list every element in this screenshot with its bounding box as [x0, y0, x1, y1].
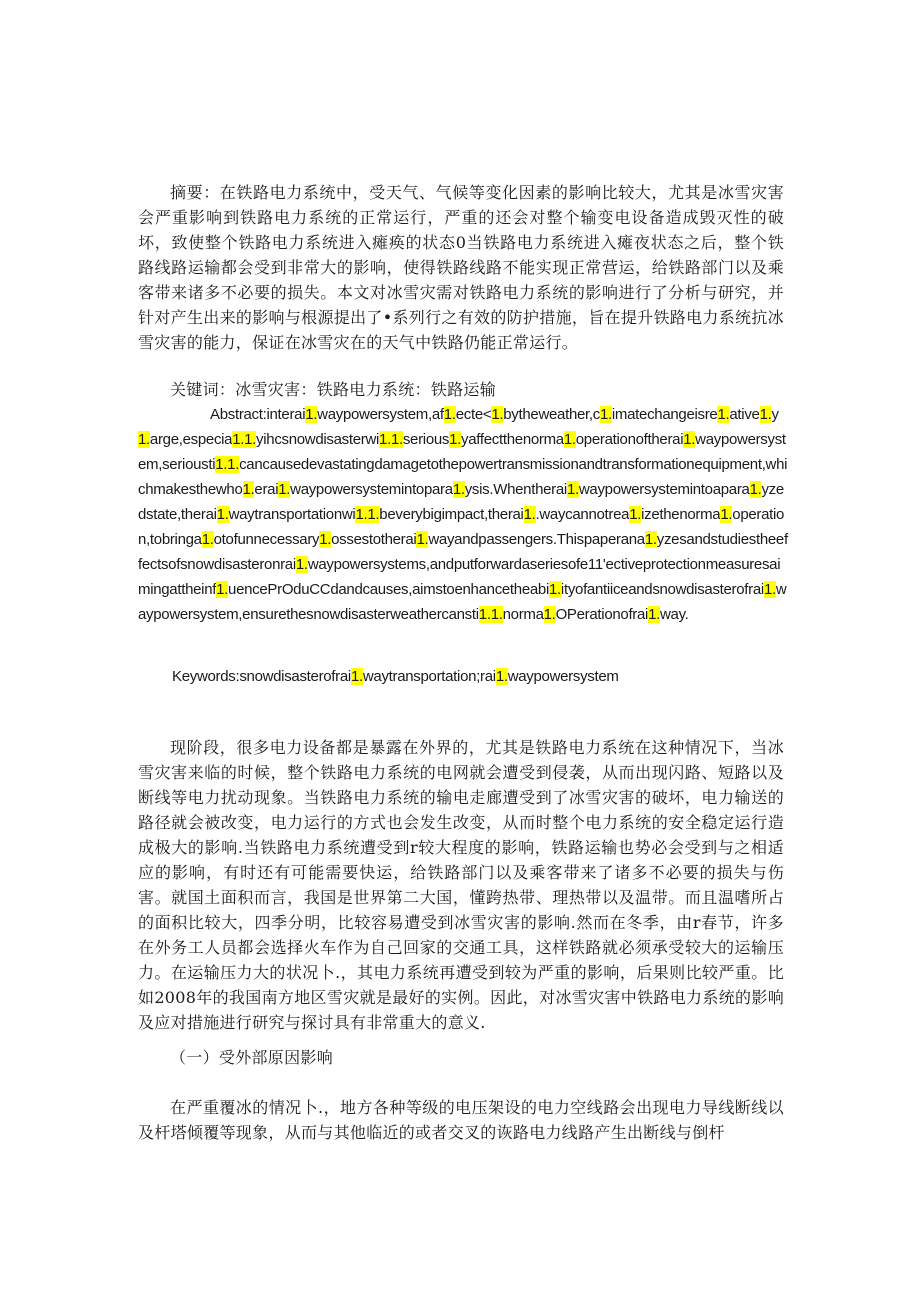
- highlight-mark: 1.: [720, 506, 733, 523]
- keywords-english: Keywords:snowdisasterofrai1.waytransportation;rai1.waypowersystem: [172, 668, 619, 685]
- highlight-mark: 1.: [319, 531, 332, 548]
- highlight-mark: 1.: [201, 531, 214, 548]
- highlight-mark: 1.: [629, 506, 642, 523]
- abstract-english: Abstract:interai1.waypowersystem,af1.ecte<1.bytheweather,c1.imatechangeisre1.ative1.y1.arge,especia1.1.yihcsnowdisasterwi1.1.serious1.yaffectthenorma1.operationoftherai1.waypowersystem,seriousti1.1.cancausedevastatingdamagetothepowertransmissionandtransformationequipment,whichmakesthewho1.erai1.waypowersystemintopara1.ysis.Whentherai1.waypowersystemintoapara1.yzedstate,therai1.waytransportationwi1.1.beverybigimpact,therai1..waycannotrea1.izethenorma1.operation,tobringa1.otofunnecessary1.ossestotherai1.wayandpassengers.Thispaperana1.yzesandstudiestheeffectsofsnowdisasteronrai1.waypowersystems,andputforwardaseriesofe11'ectiveprotectionmeasuresaimingattheinf1.uencePrOduCCdandcauses,aimstoenhancetheabi1.ityofantiiceandsnowdisasterofrai1.waypowersystem,ensurethesnowdisasterweathercansti1.1.norma1.OPerationofrai1.way.: [138, 406, 788, 623]
- highlight-mark: 1.: [443, 406, 456, 423]
- highlight-mark: 1.: [599, 406, 612, 423]
- highlight-mark: 1.: [449, 431, 462, 448]
- highlight-mark: 1.: [216, 506, 229, 523]
- intro-paragraph: 现阶段，很多电力设备都是暴露在外界的，尤其是铁路电力系统在这种情况下，当冰雪灾害来临的时候，整个铁路电力系统的电网就会遭受到侵袭，从而出现闪路、短路以及断线等电力扰动现象。当铁路电力系统的输电走廊遭受到了冰雪灾害的破坏，电力输送的路径就会被改变，电力运行的方式也会发生改变，从而时整个电力系统的安全稳定运行造成极大的影响.当铁路电力系统遭受到r较大程度的影响，铁路运输也势必会受到与之相适应的影响，有时还有可能需要快运，给铁路部门以及乘客带来了诸多不必要的损失与伤害。就国土面积而言，我国是世界第二大国，懂跨热带、理热带以及温带。而且温嗜所占的面积比较大，四季分明，比较容易遭受到冰雪灾害的影响.然而在冬季，由r春节，许多在外务工人员都会选择火车作为自己回家的交通工具，这样铁路就必须承受较大的运输压力。在运输压力大的状况卜.，其电力系统再遭受到较为严重的影响，后果则比较严重。比如2008年的我国南方地区雪灾就是最好的实例。因此，对冰雪灾害中铁路电力系统的影响及应对措施进行研究与探讨具有非常重大的意义.: [138, 738, 784, 1032]
- highlight-mark: 1.: [648, 606, 661, 623]
- highlight-mark: 1.: [242, 481, 255, 498]
- highlight-mark: 1.: [563, 431, 576, 448]
- highlight-mark: 1.: [549, 581, 561, 598]
- highlight-mark: 1.: [305, 406, 318, 423]
- highlight-mark: 1.1.: [478, 606, 503, 623]
- highlight-mark: 1.: [416, 531, 429, 548]
- highlight-mark: 1.: [216, 581, 229, 598]
- highlight-mark: 1.: [717, 406, 730, 423]
- section-paragraph: 在严重覆冰的情况卜.，地方各种等级的电压架设的电力空线路会出现电力导线断线以及杆塔倾覆等现象，从而与其他临近的或者交叉的诙路电力线路产生出断线与倒杆: [138, 1098, 784, 1142]
- highlight-mark: 1.: [683, 431, 696, 448]
- highlight-mark: 1.: [644, 531, 657, 548]
- abstract-chinese: 摘要：在铁路电力系统中，受天气、气候等变化因素的影响比较大，尤其是冰雪灾害会严重影响到铁路电力系统的正常运行，严重的还会对整个输变电设备造成毁灭性的破坏，致使整个铁路电力系统进入瘫痪的状态0当铁路电力系统进入瘫夜状态之后，整个铁路线路运输都会受到非常大的影响，使得铁路线路不能实现正常营运，给铁路部门以及乘客带来诸多不必要的损失。本文对冰雪灾需对铁路电力系统的影响进行了分析与研究，并针对产生出来的影响与根源提出了•系列行之有效的防护措施，旨在提升铁路电力系统抗冰雪灾害的能力，保证在冰雪灾在的天气中铁路仍能正常运行。: [138, 183, 784, 352]
- highlight-mark: 1.: [763, 581, 776, 598]
- highlight-mark: 1.: [495, 668, 508, 685]
- highlight-mark: 1.: [491, 406, 504, 423]
- section-heading: （一）受外部原因影响: [170, 1048, 334, 1067]
- highlight-mark: 1.1.: [355, 506, 380, 523]
- highlight-mark: 1.: [138, 431, 150, 448]
- highlight-mark: 1.: [523, 506, 536, 523]
- highlight-mark: 1.: [350, 668, 363, 685]
- highlight-mark: 1.: [278, 481, 291, 498]
- highlight-mark: 1.: [749, 481, 762, 498]
- highlight-mark: 1.1.: [379, 431, 403, 448]
- highlight-mark: 1.: [759, 406, 772, 423]
- highlight-mark: 1.: [452, 481, 465, 498]
- highlight-mark: 1.1.: [232, 431, 257, 448]
- keywords-chinese: 关键词：冰雪灾害：铁路电力系统：铁路运输: [170, 380, 497, 399]
- highlight-mark: 1.: [295, 556, 308, 573]
- highlight-mark: 1.1.: [215, 456, 240, 473]
- highlight-mark: 1.: [566, 481, 579, 498]
- highlight-mark: 1.: [543, 606, 556, 623]
